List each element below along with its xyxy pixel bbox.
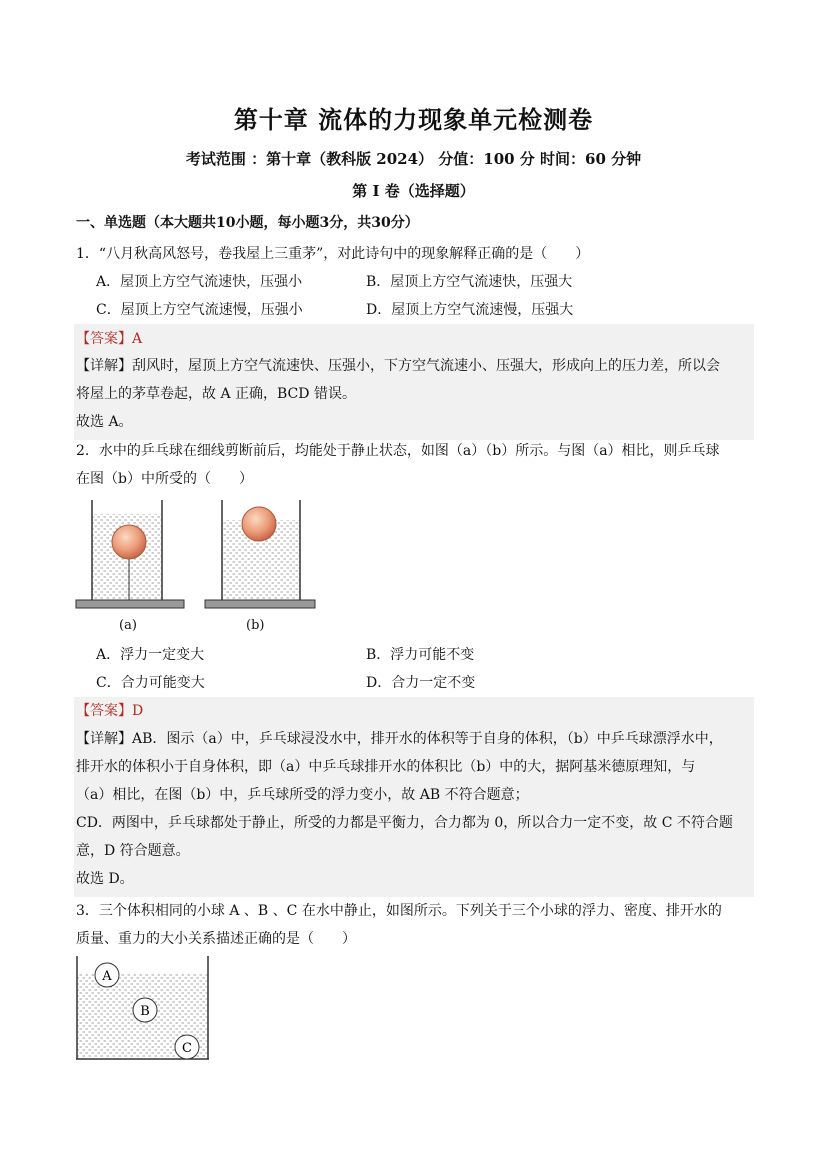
q2-option-c: C．合力可能变大: [96, 675, 205, 691]
page-title: 第十章 流体的力现象单元检测卷: [233, 105, 594, 134]
q1-answer-box: [74, 324, 754, 440]
q3-stem-line: 3．三个体积相同的小球 A 、B 、C 在水中静止，如图所示。下列关于三个小球的浮力、密度、排开水的: [76, 903, 722, 919]
q2-option-d: D．合力一定不变: [366, 675, 476, 691]
figure-label-a: (a): [119, 618, 137, 633]
q1-detail-line: 故选 A。: [76, 414, 133, 430]
ping-pong-ball-b: [242, 507, 276, 541]
ball-label-a: A: [102, 969, 112, 984]
q1-option-c: C．屋顶上方空气流速慢，压强小: [96, 302, 303, 318]
q1-option-b: B．屋顶上方空气流速快，压强大: [366, 274, 573, 290]
q2-detail-line: CD．两图中，乒乓球都处于静止，所受的力都是平衡力，合力都为 0，所以合力一定不变，故 C 不符合题: [76, 815, 733, 831]
q1-stem: 1．“八月秋高风怒号，卷我屋上三重茅”，对此诗句中的现象解释正确的是（ ）: [76, 246, 590, 262]
q2-answer: 【答案】D: [76, 703, 144, 719]
q1-detail-line: 【详解】刮风时，屋顶上方空气流速快、压强小，下方空气流速小、压强大，形成向上的压力差，所以会: [76, 358, 720, 374]
q2-option-b: B．浮力可能不变: [366, 647, 475, 663]
q2-stem-line: 2．水中的乒乓球在细线剪断前后，均能处于静止状态，如图（a）（b）所示。与图（a）相比，则乒乓球: [76, 443, 720, 459]
container-a: [76, 500, 184, 608]
ball-label-b: B: [140, 1004, 150, 1019]
exam-info: 考试范围 ：第十章（教科版 2024） 分值：100 分 时间：60 分钟: [185, 150, 642, 168]
q1-option-a: A．屋顶上方空气流速快，压强小: [96, 274, 303, 290]
ping-pong-ball-a: [112, 525, 146, 559]
q2-answer-box: [74, 697, 754, 897]
q2-detail-line: 意，D 符合题意。: [76, 843, 190, 859]
q1-option-d: D．屋顶上方空气流速慢，压强大: [366, 302, 574, 318]
q3-stem-line: 质量、重力的大小关系描述正确的是（ ）: [76, 931, 356, 947]
figure-label-b: (b): [246, 618, 265, 633]
q2-detail-line: （a）相比，在图（b）中，乒乓球所受的浮力变小，故 AB 不符合题意；: [76, 787, 529, 803]
section-title: 一、单选题（本大题共10小题，每小题3分，共30分）: [76, 215, 419, 231]
q2-detail-line: 排开水的体积小于自身体积，即（a）中乒乓球排开水的体积比（b）中的大，据阿基米德原理知，与: [76, 759, 696, 775]
q2-detail-line: 【详解】AB．图示（a）中，乒乓球浸没水中，排开水的体积等于自身的体积，（b）中乒乓球漂浮水中，: [76, 731, 723, 747]
container-b: [205, 500, 315, 608]
q2-detail-line: 故选 D。: [76, 871, 134, 887]
q1-answer: 【答案】A: [76, 331, 143, 347]
volume-title: 第 I 卷（选择题）: [352, 182, 475, 200]
ball-label-c: C: [182, 1041, 192, 1056]
q1-detail-line: 将屋上的茅草卷起，故 A 正确，BCD 错误。: [76, 386, 356, 402]
q2-option-a: A．浮力一定变大: [96, 647, 205, 663]
q2-stem-line: 在图（b）中所受的（ ）: [76, 471, 253, 487]
q3-figure: [70, 952, 220, 1066]
q2-figure: [70, 494, 330, 638]
